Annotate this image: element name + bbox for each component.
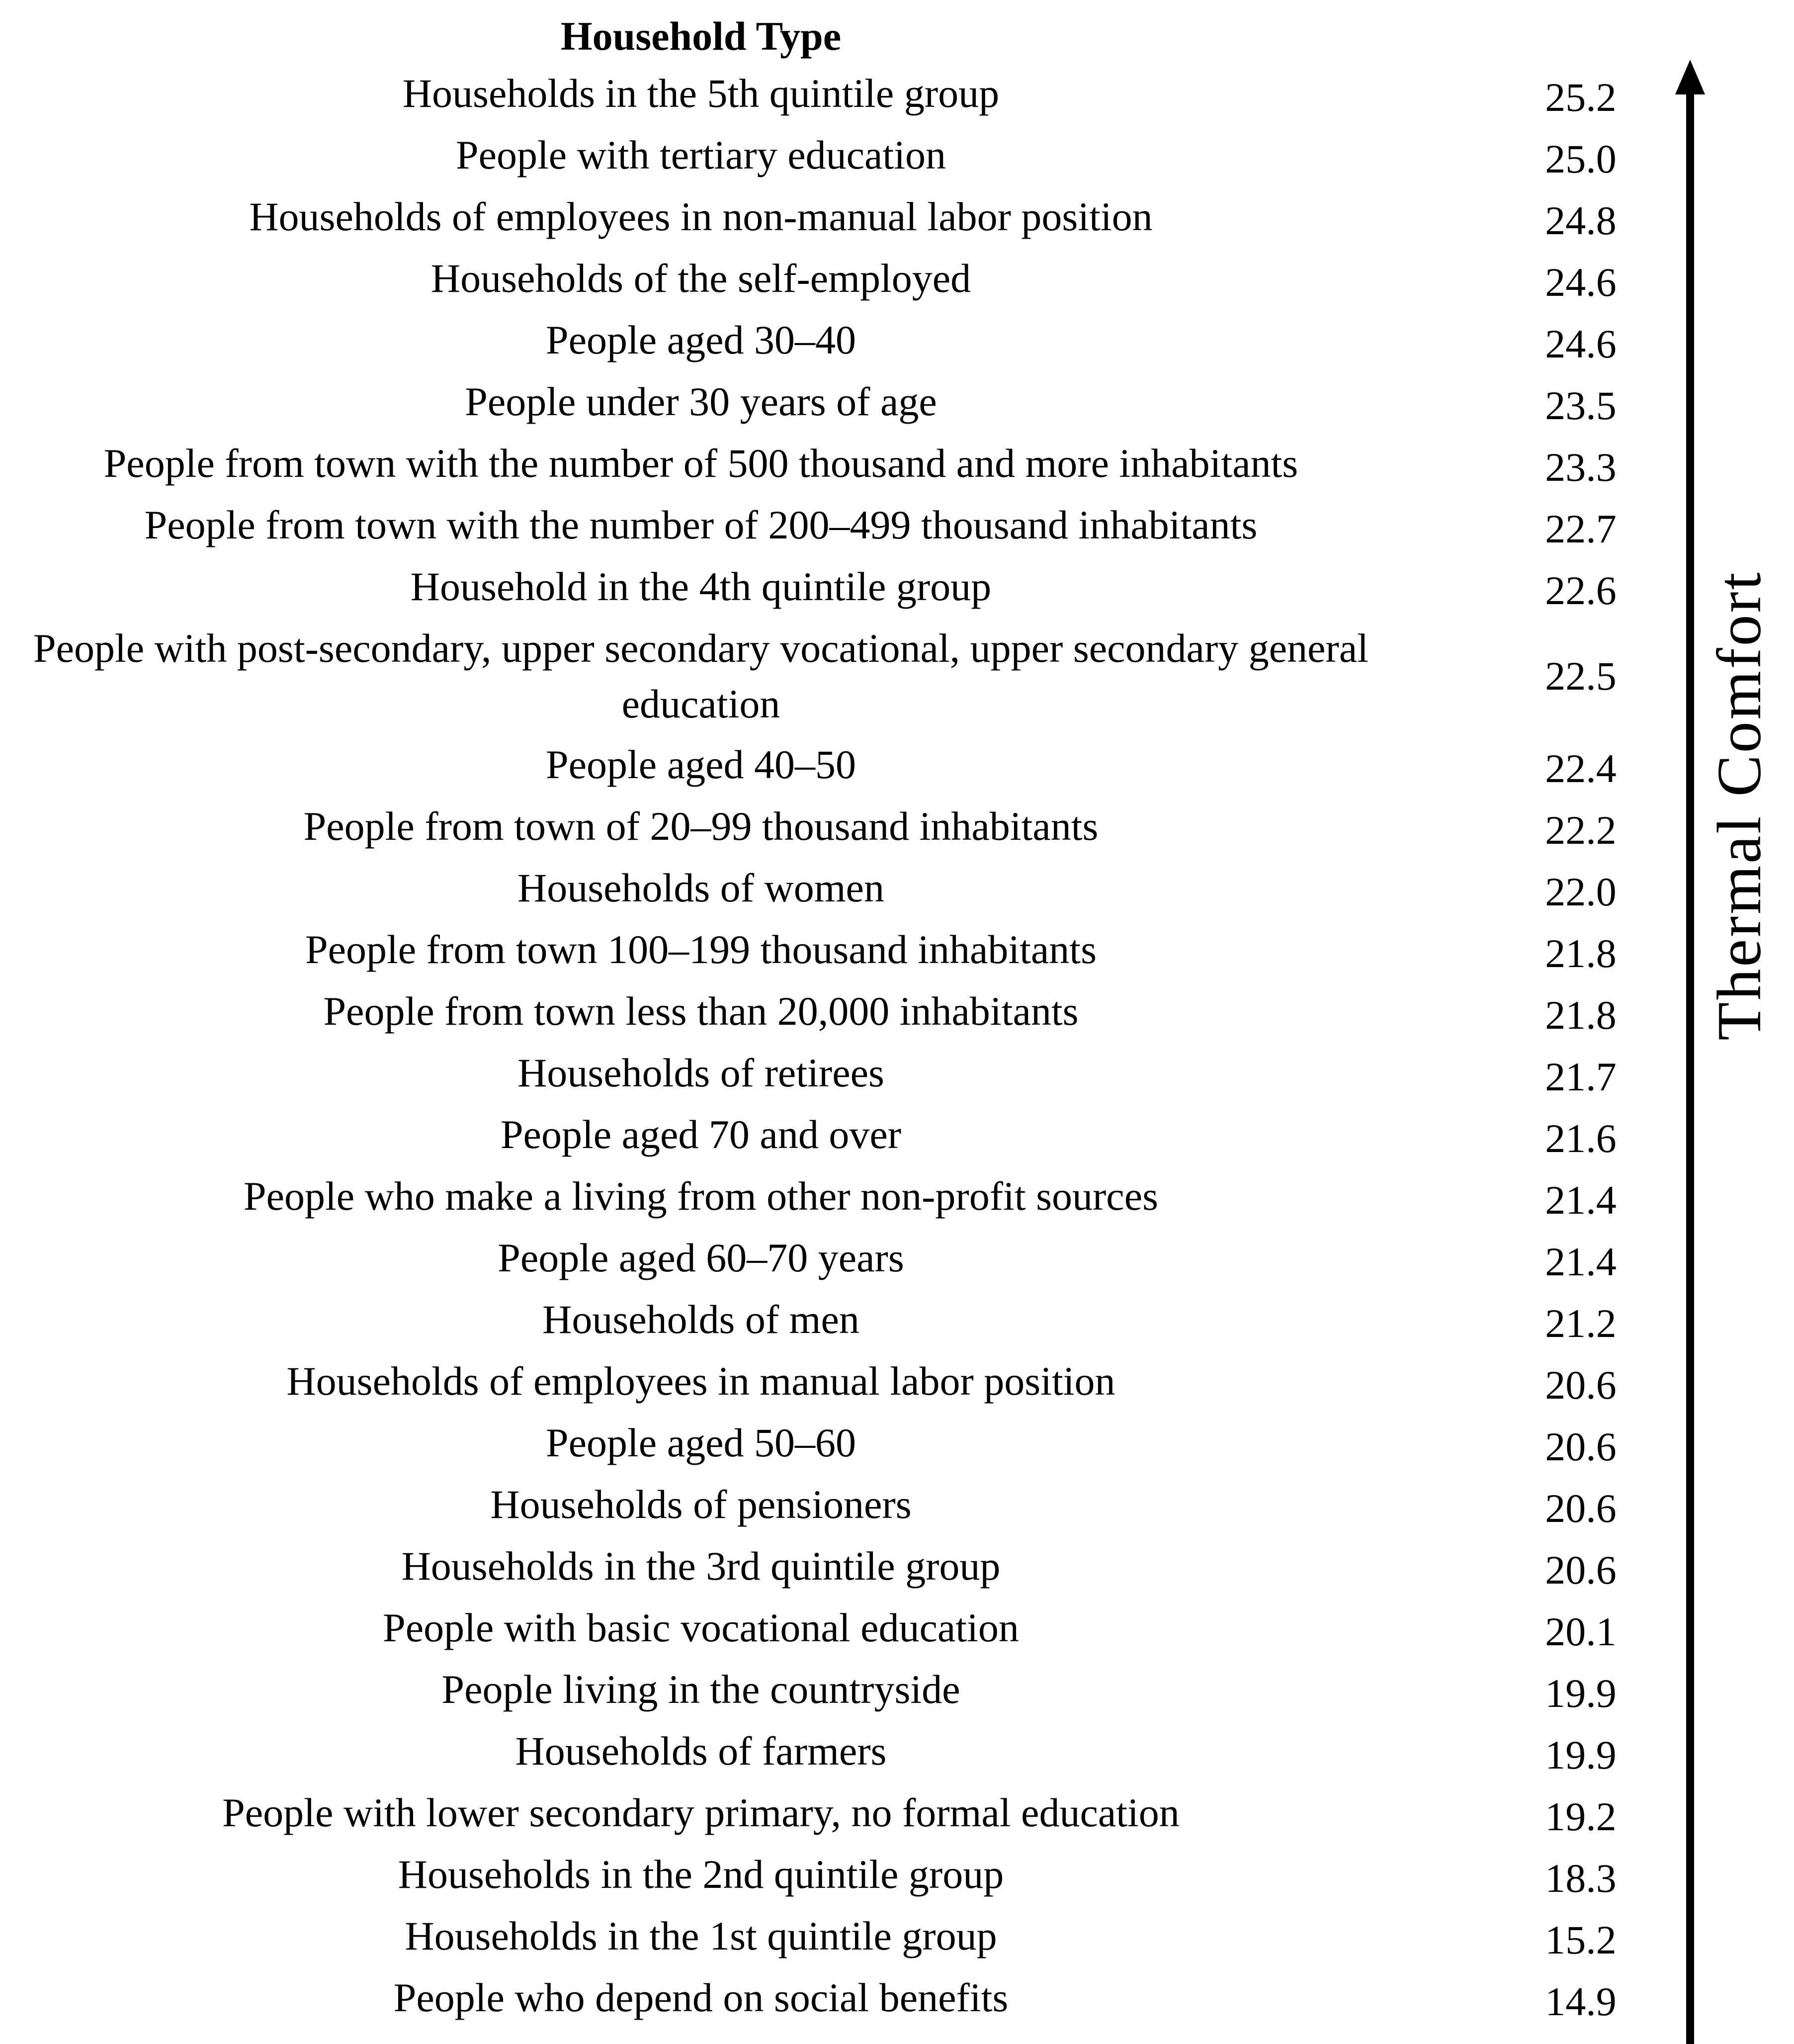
row-value: 20.6 xyxy=(1545,1362,1617,1408)
row-value: 24.6 xyxy=(1545,321,1617,366)
row-value: 19.9 xyxy=(1545,1732,1617,1777)
row-label: Households of men xyxy=(542,1297,859,1342)
row-value: 22.0 xyxy=(1545,869,1617,914)
row-label: Households of employees in manual labor position xyxy=(286,1358,1115,1404)
row-value: 18.3 xyxy=(1545,1856,1617,1901)
row-value: 19.2 xyxy=(1545,1794,1617,1839)
row-value: 20.6 xyxy=(1545,1547,1617,1593)
row-label: People aged 70 and over xyxy=(500,1112,902,1157)
row-value: 24.8 xyxy=(1545,198,1617,243)
row-label: People from town 100–199 thousand inhabitants xyxy=(305,927,1097,972)
axis-label: Thermal Comfort xyxy=(1705,570,1774,1041)
row-label: People from town with the number of 200–499 thousand inhabitants xyxy=(144,502,1258,547)
row-label: People with lower secondary primary, no formal education xyxy=(222,1790,1180,1835)
row-value: 15.2 xyxy=(1545,1917,1617,1962)
row-value: 22.7 xyxy=(1545,506,1617,551)
row-value: 22.5 xyxy=(1545,653,1617,699)
row-label: People who make a living from other non-profit sources xyxy=(244,1173,1158,1219)
row-label: Households of pensioners xyxy=(490,1482,912,1527)
row-label: People from town of 20–99 thousand inhabitants xyxy=(303,803,1099,849)
row-value: 20.6 xyxy=(1545,1486,1617,1531)
row-value: 21.4 xyxy=(1545,1177,1617,1223)
row-label: People from town less than 20,000 inhabitants xyxy=(323,988,1079,1034)
row-value: 25.0 xyxy=(1545,136,1617,181)
row-label: Household in the 4th quintile group xyxy=(410,564,992,609)
row-label: People aged 30–40 xyxy=(546,317,856,362)
row-value: 25.2 xyxy=(1545,75,1617,120)
row-label: Households of women xyxy=(517,865,884,910)
row-value: 24.6 xyxy=(1545,260,1617,305)
row-value: 22.6 xyxy=(1545,568,1617,613)
row-value: 22.2 xyxy=(1545,807,1617,853)
row-label: People with basic vocational education xyxy=(383,1605,1019,1650)
row-label: Households in the 5th quintile group xyxy=(402,71,1000,116)
row-label: People living in the countryside xyxy=(441,1667,960,1712)
thermal-comfort-arrow xyxy=(1655,60,1725,2044)
row-label: Households in the 1st quintile group xyxy=(405,1913,997,1958)
row-label: People aged 50–60 xyxy=(546,1420,856,1465)
row-label: Households in the 2nd quintile group xyxy=(398,1852,1004,1897)
row-label: People aged 40–50 xyxy=(546,742,856,787)
row-label: Households in the 3rd quintile group xyxy=(401,1543,1001,1589)
row-value: 21.7 xyxy=(1545,1054,1617,1099)
row-label: People from town with the number of 500 thousand and more inhabitants xyxy=(103,441,1298,486)
row-value: 19.9 xyxy=(1545,1671,1617,1716)
row-label: Households of farmers xyxy=(515,1728,887,1774)
row-value: 21.8 xyxy=(1545,931,1617,976)
row-value: 21.8 xyxy=(1545,992,1617,1038)
row-value: 21.4 xyxy=(1545,1239,1617,1284)
row-label: People with tertiary education xyxy=(456,132,946,178)
row-label: People with post-secondary, upper secondary vocational, upper secondary general education xyxy=(33,625,1369,726)
row-value: 20.1 xyxy=(1545,1609,1617,1654)
row-label: People who depend on social benefits xyxy=(393,1975,1009,2020)
row-label: Households of the self-employed xyxy=(430,256,971,301)
arrow-head-icon xyxy=(1675,60,1705,94)
row-value: 21.6 xyxy=(1545,1116,1617,1161)
row-value: 14.9 xyxy=(1545,1979,1617,2024)
row-value: 23.5 xyxy=(1545,383,1617,428)
row-label: People aged 60–70 years xyxy=(498,1235,904,1280)
row-value: 21.2 xyxy=(1545,1301,1617,1346)
row-label: Households of employees in non-manual labor position xyxy=(249,194,1153,239)
row-label: People under 30 years of age xyxy=(465,379,937,424)
row-value: 20.6 xyxy=(1545,1424,1617,1469)
row-value: 23.3 xyxy=(1545,444,1617,490)
row-value: 22.4 xyxy=(1545,746,1617,791)
row-label: Households of retirees xyxy=(517,1050,884,1095)
column-header: Household Type xyxy=(560,13,842,59)
